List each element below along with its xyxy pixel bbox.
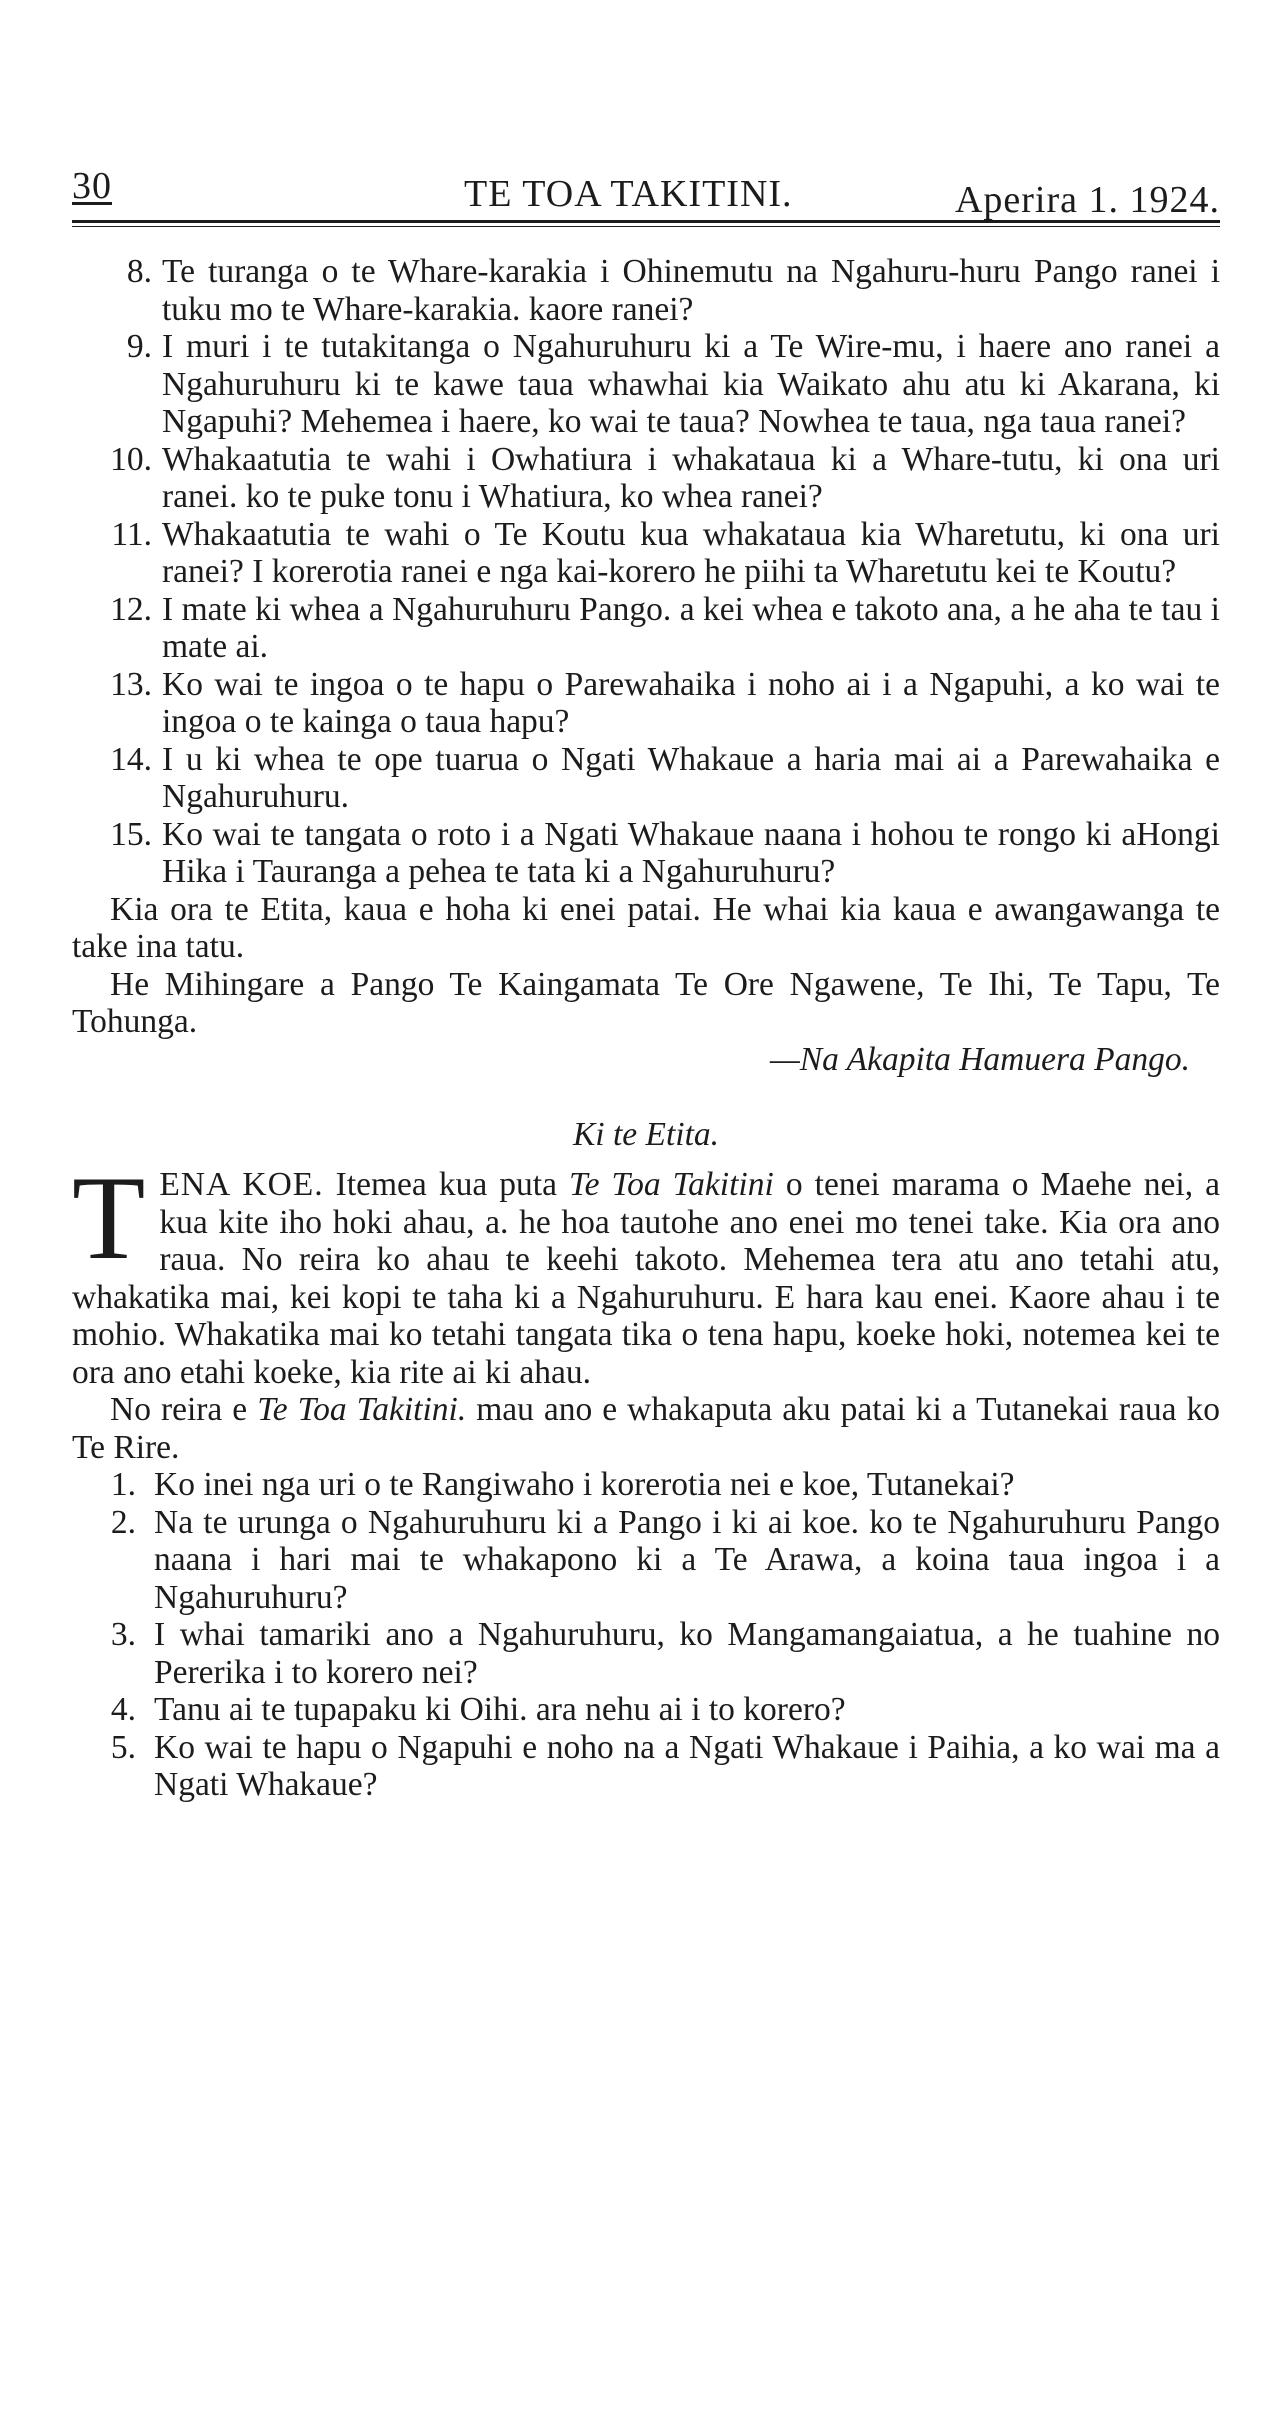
header-rule-thin xyxy=(72,226,1220,227)
publication-title: TE TOA TAKITINI. xyxy=(464,173,793,215)
question-item xyxy=(72,666,1220,741)
question-text: I muri i te tutakitanga o Ngahuruhuru ki a Te Wire-mu, i haere ano ranei a Ngahuruhuru ki te kawe taua whawhai kia Waikato ahu atu ki Akarana, ki Ngapuhi? Mehemea i haere, ko wai te taua? Nowhea te taua, nga taua ranei? xyxy=(162,328,1220,440)
paper-name: Te Toa Takitini xyxy=(569,1166,774,1203)
drop-cap: T xyxy=(72,1151,146,1284)
question-number: 2. xyxy=(110,1503,136,1541)
question-text: Ko wai te tangata o roto i a Ngati Whakaue naana i hohou te rongo ki aHongi Hika i Tauranga a pehea te tata ki a Ngahuruhuru? xyxy=(162,815,1220,890)
running-header xyxy=(72,150,1220,221)
question-item xyxy=(72,591,1220,666)
question-text: Ko wai te ingoa o te hapu o Parewahaika i noho ai i a Ngapuhi, a ko wai te ingoa o te kainga o taua hapu? xyxy=(162,665,1220,740)
letter-heading: Ki te Etita. xyxy=(572,1116,720,1153)
question-text: Whakaatutia te wahi o Te Koutu kua whakataua kia Wharetutu, ki ona uri ranei? I korerotia ranei e nga kai-korero he piihi ta Wharetutu kei te Koutu? xyxy=(162,515,1220,590)
question-item xyxy=(72,328,1220,441)
question-item xyxy=(72,441,1220,516)
question-text: Ko inei nga uri o te Rangiwaho i korerotia nei e koe, Tutanekai? xyxy=(154,1466,1015,1503)
letter-paragraph xyxy=(72,1391,1220,1466)
closing-paragraph: Kia ora te Etita, kaua e hoha ki enei patai. He whai kia kaua e awangawanga te take ina tatu. xyxy=(72,890,1220,965)
question-item xyxy=(72,516,1220,591)
questions-list-1 xyxy=(72,253,1220,1078)
question-number: 11. xyxy=(111,515,152,553)
question-text: I mate ki whea a Ngahuruhuru Pango. a kei whea e takoto ana, a he aha te tau i mate ai. xyxy=(162,590,1220,665)
greeting: ENA KOE. xyxy=(159,1166,324,1203)
question-number: 13. xyxy=(110,665,152,703)
question-number: 4. xyxy=(110,1691,136,1728)
question-number: 5. xyxy=(110,1728,136,1766)
letter-text: mau ano e whakaputa aku patai ki a Tutanekai raua ko Te Rire. xyxy=(72,1391,1220,1466)
page-number: 30 xyxy=(72,165,112,207)
question-number: 12. xyxy=(110,590,152,628)
question-text: Ko wai te hapu o Ngapuhi e noho na a Ngati Whakaue i Paihia, a ko wai ma a Ngati Whakaue? xyxy=(154,1728,1220,1803)
question-number: 1. xyxy=(110,1466,136,1503)
issue-date: Aperira 1. 1924. xyxy=(954,179,1220,221)
question-number: 9. xyxy=(126,328,152,365)
question-item xyxy=(72,1691,1220,1729)
question-text: Na te urunga o Ngahuruhuru ki a Pango i ki ai koe. ko te Ngahuruhuru Pango naana i hari mai te whakapono ki a Te Arawa, a koina taua ingoa i a Ngahuruhuru? xyxy=(154,1503,1220,1616)
question-item xyxy=(72,1729,1220,1804)
letter-opening-paragraph xyxy=(72,1151,1221,1391)
question-number: 8. xyxy=(126,253,152,290)
question-text: Te turanga o te Whare-karakia i Ohinemutu na Ngahuru-huru Pango ranei i tuku mo te Whare-karakia. kaore ranei? xyxy=(162,253,1220,328)
closing-paragraph: He Mihingare a Pango Te Kaingamata Te Ore Ngawene, Te Ihi, Te Tapu, Te Tohunga. xyxy=(72,965,1220,1040)
question-text: I whai tamariki ano a Ngahuruhuru, ko Mangamangaiatua, a he tuahine no Pererika i to korero nei? xyxy=(154,1616,1220,1691)
question-item xyxy=(72,1504,1220,1617)
letter-text: No reira e xyxy=(110,1391,258,1428)
question-text: Tanu ai te tupapaku ki Oihi. ara nehu ai i to korero? xyxy=(154,1691,846,1728)
signature: —Na Akapita Hamuera Pango. xyxy=(770,1040,1190,1078)
paper-name: Te Toa Takitini. xyxy=(257,1391,467,1428)
question-item xyxy=(72,741,1220,816)
question-number: 14. xyxy=(110,740,152,778)
question-text: Whakaatutia te wahi i Owhatiura i whakataua ki a Whare-tutu, ki ona uri ranei. ko te puke tonu i Whatiura, ko whea ranei? xyxy=(162,440,1220,515)
question-item xyxy=(72,816,1220,891)
letter-text: o tenei marama o Maehe nei, a kua kite iho hoki ahau, a. he hoa tautohe ano enei mo tenei take. Kia ora ano raua. No reira ko ahau te keehi takoto. Mehemea tera atu ano tetahi atu, whakatika mai, kei kopi te taha ki a Ngahuruhuru. E hara kau enei. Kaore ahau i te mohio. Whakatika mai ko tetahi tangata tika o tena hapu, koeke hoki, notemea kei te ora ano etahi koeke, kia rite ai ki ahau. xyxy=(72,1166,1221,1391)
letter-text: Itemea kua puta xyxy=(323,1166,570,1203)
page xyxy=(72,150,1220,1804)
question-item xyxy=(72,1466,1220,1504)
question-number: 10. xyxy=(110,440,152,478)
question-text: I u ki whea te ope tuarua o Ngati Whakaue a haria mai ai a Parewahaika e Ngahuruhuru. xyxy=(162,740,1220,815)
question-number: 3. xyxy=(110,1616,136,1653)
question-item xyxy=(72,1616,1220,1691)
letter-body xyxy=(72,1151,1221,1804)
question-number: 15. xyxy=(110,815,152,853)
question-item xyxy=(72,253,1220,328)
